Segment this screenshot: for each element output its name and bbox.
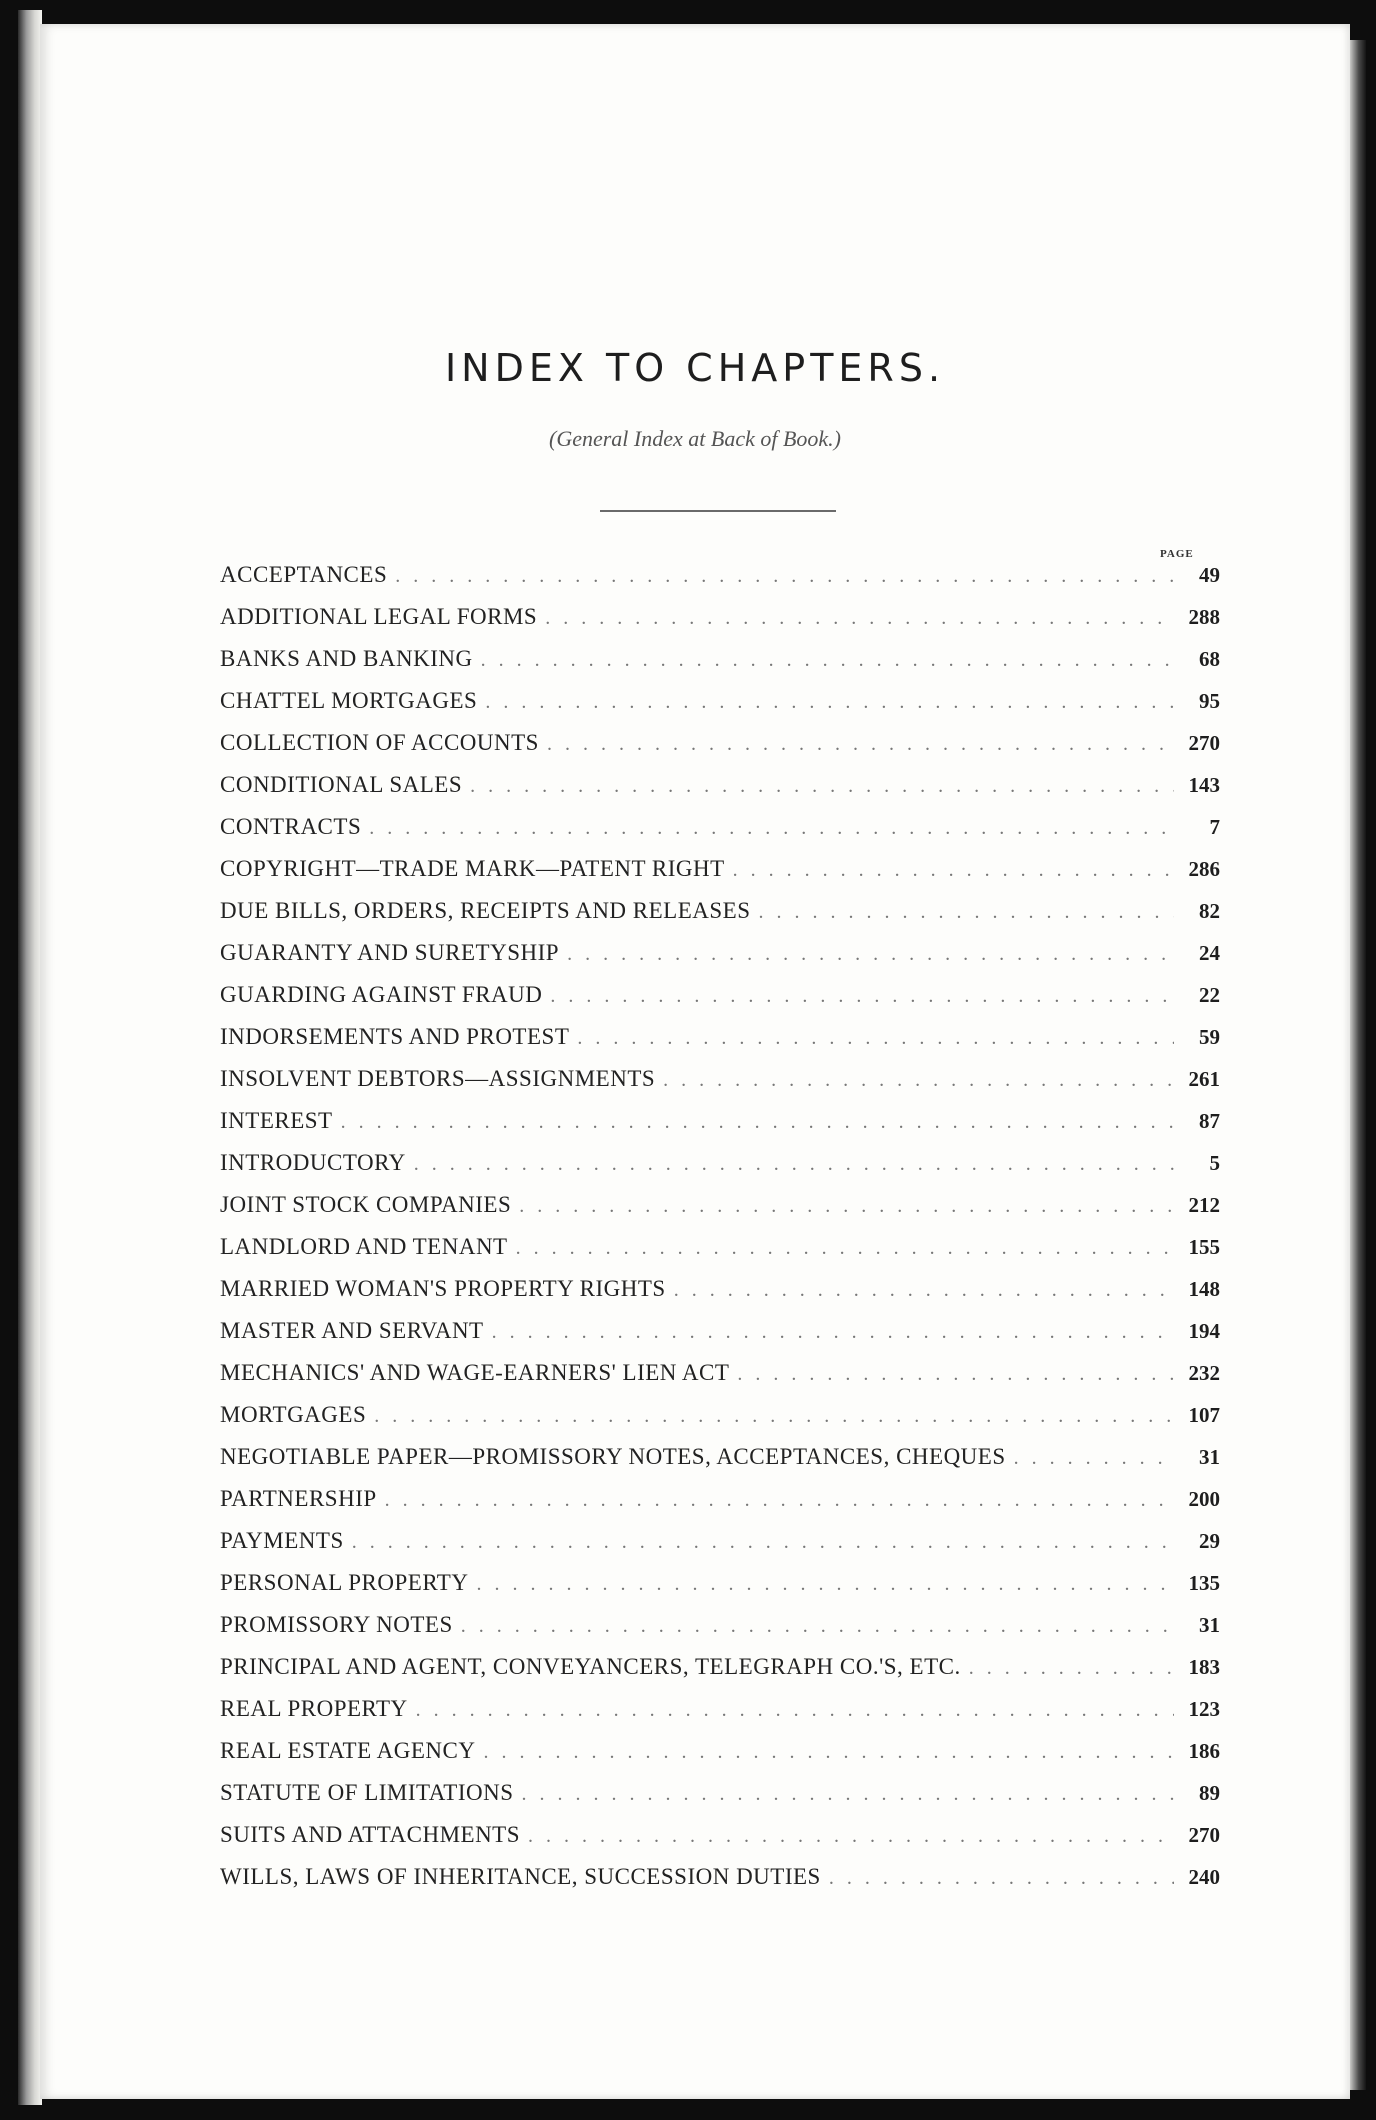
title-rule [600,510,836,512]
index-entry [220,898,1220,940]
chapter-title: PAYMENTS [220,1528,344,1553]
dot-leader [484,1321,1174,1344]
dot-leader [514,1783,1174,1806]
page-number: 7 [1209,815,1220,839]
chapter-title: CONDITIONAL SALES [220,772,463,797]
chapter-title: MARRIED WOMAN'S PROPERTY RIGHTS [220,1276,666,1301]
index-entry [220,646,1220,688]
index-entry [220,730,1220,772]
chapter-title: INDORSEMENTS AND PROTEST [220,1024,570,1049]
dot-leader [542,985,1174,1008]
dot-leader [333,1111,1174,1134]
page-edge-left [18,10,42,2105]
dot-leader [1006,1447,1174,1470]
chapter-title: MECHANICS' AND WAGE-EARNERS' LIEN ACT [220,1360,730,1385]
dot-leader [821,1867,1174,1890]
index-entry [220,814,1220,856]
page-number: 123 [1188,1697,1220,1721]
index-entry [220,1528,1220,1570]
index-entry [220,1108,1220,1150]
page-number: 143 [1188,773,1220,797]
page-column-label: PAGE [1160,548,1194,560]
index-entry [220,604,1220,646]
index-entry [220,1066,1220,1108]
page-number: 68 [1199,647,1220,671]
page-number: 31 [1199,1613,1220,1637]
dot-leader [508,1237,1174,1260]
page-number: 286 [1188,857,1220,881]
index-entry [220,1192,1220,1234]
page-number: 59 [1199,1025,1220,1049]
page-number: 212 [1188,1193,1220,1217]
page-number: 49 [1199,563,1220,587]
dot-leader [453,1615,1174,1638]
chapter-title: LANDLORD AND TENANT [220,1234,508,1259]
dot-leader [520,1825,1174,1848]
page-number: 240 [1188,1865,1220,1889]
index-entry [220,1864,1220,1906]
page-number: 270 [1188,1823,1220,1847]
chapter-title: ADDITIONAL LEGAL FORMS [220,604,538,629]
chapter-title: BANKS AND BANKING [220,646,473,671]
index-entry [220,688,1220,730]
chapter-title: COLLECTION OF ACCOUNTS [220,730,539,755]
page-number: 95 [1199,689,1220,713]
chapter-title: INSOLVENT DEBTORS—ASSIGNMENTS [220,1066,656,1091]
chapter-title: SUITS AND ATTACHMENTS [220,1822,521,1847]
page-title: INDEX TO CHAPTERS. [444,346,946,390]
dot-leader [961,1657,1174,1680]
page-number: 107 [1188,1403,1220,1427]
page-number: 232 [1188,1361,1220,1385]
index-entry [220,1654,1220,1696]
chapter-title: JOINT STOCK COMPANIES [220,1192,512,1217]
index-entry [220,1780,1220,1822]
index-entry [220,1024,1220,1066]
dot-leader [406,1153,1174,1176]
index-entry [220,1696,1220,1738]
page-number: 31 [1199,1445,1220,1469]
dot-leader [537,607,1174,630]
index-entry [220,856,1220,898]
page-number: 135 [1188,1571,1220,1595]
page-number: 29 [1199,1529,1220,1553]
chapter-title: NEGOTIABLE PAPER—PROMISSORY NOTES, ACCEPTANCES, CHEQUES [220,1444,1006,1469]
chapter-title: WILLS, LAWS OF INHERITANCE, SUCCESSION DUTIES [220,1864,821,1889]
index-entry [220,1234,1220,1276]
chapter-title: GUARDING AGAINST FRAUD [220,982,543,1007]
index-entry [220,1486,1220,1528]
index-entry [220,772,1220,814]
dot-leader [511,1195,1174,1218]
page-number: 200 [1188,1487,1220,1511]
chapter-index-list [220,562,1220,1906]
dot-leader [377,1489,1174,1512]
dot-leader [539,733,1174,756]
chapter-title: PRINCIPAL AND AGENT, CONVEYANCERS, TELEGRAPH CO.'S, ETC. [220,1654,961,1679]
chapter-title: INTEREST [220,1108,333,1133]
dot-leader [408,1699,1174,1722]
chapter-title: INTRODUCTORY [220,1150,406,1175]
index-entry [220,1318,1220,1360]
index-entry [220,1276,1220,1318]
chapter-title: CONTRACTS [220,814,362,839]
dot-leader [559,943,1174,966]
book-page [40,24,1350,2099]
dot-leader [462,775,1174,798]
chapter-title: CHATTEL MORTGAGES [220,688,478,713]
chapter-title: COPYRIGHT—TRADE MARK—PATENT RIGHT [220,856,725,881]
chapter-title: MORTGAGES [220,1402,367,1427]
page-number: 194 [1188,1319,1220,1343]
index-entry [220,1402,1220,1444]
index-entry [220,1360,1220,1402]
index-entry [220,1150,1220,1192]
dot-leader [751,901,1174,924]
dot-leader [361,817,1174,840]
page-number: 5 [1209,1151,1220,1175]
chapter-title: DUE BILLS, ORDERS, RECEIPTS AND RELEASES [220,898,751,923]
chapter-title: REAL ESTATE AGENCY [220,1738,476,1763]
chapter-title: PERSONAL PROPERTY [220,1570,469,1595]
dot-leader [366,1405,1174,1428]
page-subtitle: (General Index at Back of Book.) [549,426,841,451]
dot-leader [387,565,1174,588]
dot-leader [655,1069,1174,1092]
index-entry [220,562,1220,604]
index-entry [220,1612,1220,1654]
dot-leader [477,691,1174,714]
index-entry [220,1822,1220,1864]
dot-leader [666,1279,1174,1302]
chapter-title: PARTNERSHIP [220,1486,377,1511]
dot-leader [344,1531,1174,1554]
index-entry [220,940,1220,982]
page-number: 87 [1199,1109,1220,1133]
dot-leader [729,1363,1174,1386]
page-number: 24 [1199,941,1220,965]
chapter-title: ACCEPTANCES [220,562,388,587]
dot-leader [725,859,1174,882]
page-number: 148 [1188,1277,1220,1301]
index-entry [220,1570,1220,1612]
chapter-title: MASTER AND SERVANT [220,1318,484,1343]
dot-leader [569,1027,1174,1050]
page-number: 288 [1188,605,1220,629]
dot-leader [475,1741,1174,1764]
page-number: 155 [1188,1235,1220,1259]
index-entry [220,1738,1220,1780]
chapter-title: GUARANTY AND SURETYSHIP [220,940,560,965]
index-entry [220,982,1220,1024]
page-edge-right [1348,40,1366,2090]
page-number: 89 [1199,1781,1220,1805]
page-number: 82 [1199,899,1220,923]
chapter-title: PROMISSORY NOTES [220,1612,453,1637]
page-number: 270 [1188,731,1220,755]
index-entry [220,1444,1220,1486]
dot-leader [473,649,1174,672]
page-number: 22 [1199,983,1220,1007]
page-number: 261 [1188,1067,1220,1091]
chapter-title: STATUTE OF LIMITATIONS [220,1780,514,1805]
page-number: 183 [1188,1655,1220,1679]
dot-leader [468,1573,1174,1596]
chapter-title: REAL PROPERTY [220,1696,408,1721]
page-number: 186 [1188,1739,1220,1763]
